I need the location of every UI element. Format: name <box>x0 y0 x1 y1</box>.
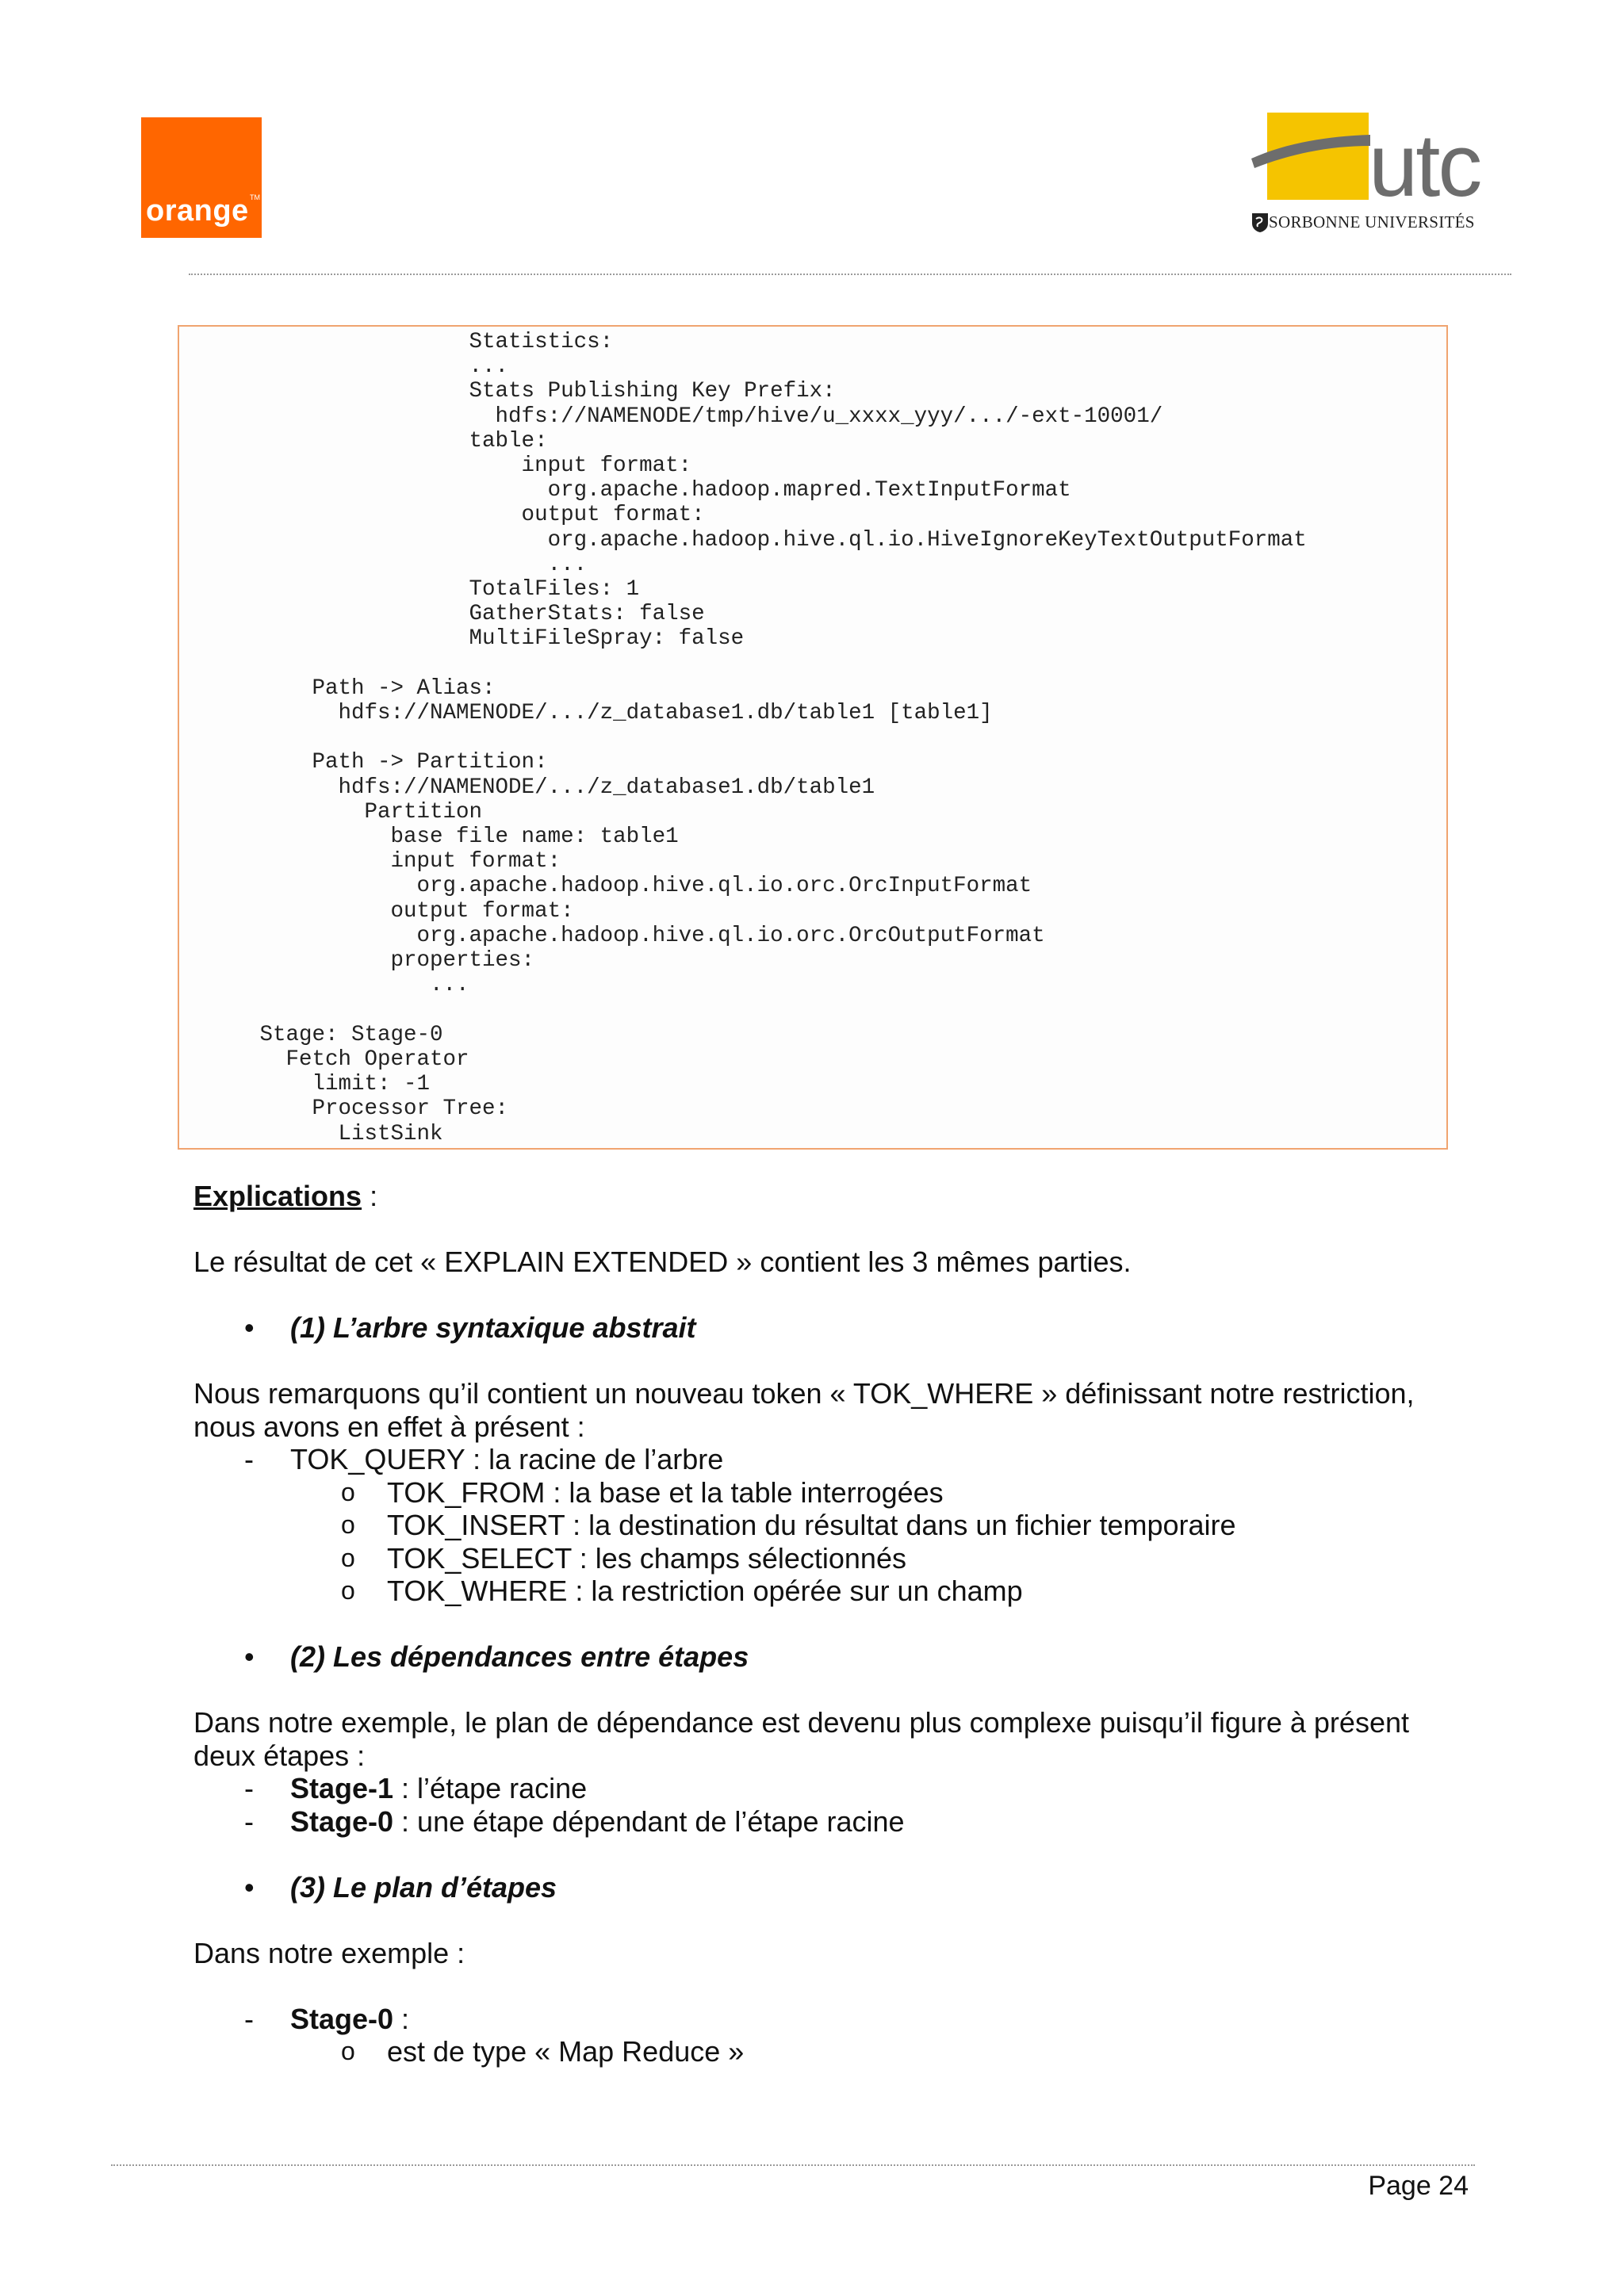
code-line: Processor Tree: <box>312 1096 509 1122</box>
code-line: input format: <box>521 453 692 479</box>
header-divider <box>189 274 1511 275</box>
section1-paragraph: Nous remarquons qu’il contient un nouveau token « TOK_WHERE » définissant notre restriction, nous avons en effet à présent : <box>193 1377 1415 1443</box>
utc-logo <box>1251 109 1513 244</box>
bullet-icon: • <box>244 1640 255 1673</box>
list-item <box>193 1509 1431 1542</box>
code-line: output format: <box>521 503 705 528</box>
code-line: org.apache.hadoop.mapred.TextInputFormat <box>547 478 1071 503</box>
code-line: Statistics: <box>469 330 614 354</box>
tok-select-item: TOK_SELECT : les champs sélectionnés <box>387 1541 906 1575</box>
code-line: org.apache.hadoop.hive.ql.io.orc.OrcOutputFormat <box>416 923 1045 948</box>
stage0-text: : une étape dépendant de l’étape racine <box>393 1804 905 1838</box>
code-listing <box>220 330 1307 1146</box>
map-reduce-item: est de type « Map Reduce » <box>387 2035 745 2068</box>
code-line: hdfs://NAMENODE/.../z_database1.db/table1 [table1] <box>338 701 993 726</box>
bullet-icon: • <box>244 1870 255 1904</box>
dash-marker: - <box>244 1772 254 1804</box>
tok-where-item: TOK_WHERE : la restriction opérée sur un champ <box>387 1575 1023 1607</box>
sorbonne-shield-icon <box>1251 212 1269 233</box>
circle-marker: o <box>341 1510 355 1539</box>
code-line: input format: <box>390 849 561 874</box>
section1-title: (1) L’arbre syntaxique abstrait <box>290 1311 696 1344</box>
circle-marker: o <box>341 1543 355 1572</box>
code-line: limit: -1 <box>312 1072 431 1097</box>
bullet-icon: • <box>244 1311 255 1344</box>
section3-heading <box>193 1871 1431 1904</box>
code-line: ListSink <box>338 1121 443 1146</box>
list-item <box>193 1575 1431 1608</box>
explications-title: Explications <box>193 1180 362 1212</box>
intro-paragraph: Le résultat de cet « EXPLAIN EXTENDED » contient les 3 mêmes parties. <box>193 1246 1132 1278</box>
code-line: hdfs://NAMENODE/.../z_database1.db/table1 <box>338 775 875 800</box>
stage1-text: : l’étape racine <box>393 1772 588 1804</box>
list-item <box>193 1805 1431 1839</box>
list-item <box>193 2003 1431 2036</box>
tok-query-item: TOK_QUERY : la racine de l’arbre <box>290 1443 724 1475</box>
tok-insert-item: TOK_INSERT : la destination du résultat dans un fichier temporaire <box>387 1509 1236 1541</box>
code-line: ... <box>469 354 509 380</box>
section3-paragraph: Dans notre exemple : <box>193 1936 465 1969</box>
page-number: Page 24 <box>1368 2171 1469 2201</box>
code-line: output format: <box>390 898 574 924</box>
dash-marker: - <box>244 1804 254 1838</box>
code-line: GatherStats: false <box>469 602 705 627</box>
code-line: Stats Publishing Key Prefix: <box>469 379 836 404</box>
dash-marker: - <box>244 1443 254 1475</box>
orange-logo-tm: TM <box>250 193 260 201</box>
code-block <box>178 325 1448 1150</box>
code-line: MultiFileSpray: false <box>469 626 745 652</box>
section1-heading <box>193 1311 1431 1345</box>
section3-title: (3) Le plan d’étapes <box>290 1870 557 1904</box>
utc-logo-text: utc <box>1369 116 1480 215</box>
section2-paragraph: Dans notre exemple, le plan de dépendance est devenu plus complexe puisqu’il figure à présent deux étapes : <box>193 1706 1409 1772</box>
stage1-label: Stage-1 <box>290 1772 394 1804</box>
footer-divider <box>111 2164 1475 2166</box>
code-line: Partition <box>364 799 483 825</box>
explications-colon: : <box>362 1180 378 1212</box>
circle-marker: o <box>341 1477 355 1506</box>
code-line: Path -> Partition: <box>312 750 548 775</box>
code-line: table: <box>469 428 548 453</box>
section2-title: (2) Les dépendances entre étapes <box>290 1640 749 1673</box>
code-line: properties: <box>390 948 535 974</box>
circle-marker: o <box>341 1576 355 1605</box>
circle-marker: o <box>341 2037 355 2065</box>
utc-subtitle: SORBONNE UNIVERSITÉS <box>1269 212 1475 232</box>
code-line: org.apache.hadoop.hive.ql.io.orc.OrcInputFormat <box>416 874 1032 899</box>
explanations-section <box>193 1180 1431 2068</box>
section2-heading <box>193 1640 1431 1674</box>
explications-heading <box>193 1180 1431 1213</box>
code-line: base file name: table1 <box>390 825 679 850</box>
stage0-plan-label: Stage-0 <box>290 2002 394 2035</box>
list-item <box>193 1542 1431 1575</box>
list-item <box>193 1772 1431 1805</box>
tok-from-item: TOK_FROM : la base et la table interrogées <box>387 1475 944 1509</box>
list-item <box>193 1476 1431 1510</box>
code-line: Stage: Stage-0 <box>259 1022 443 1047</box>
code-line: hdfs://NAMENODE/tmp/hive/u_xxxx_yyy/.../-ext-10001/ <box>495 404 1163 429</box>
list-item <box>193 2035 1431 2068</box>
code-line: TotalFiles: 1 <box>469 577 640 603</box>
code-line: Fetch Operator <box>285 1047 469 1072</box>
code-line: Path -> Alias: <box>312 675 496 701</box>
orange-logo <box>141 117 262 238</box>
dash-marker: - <box>244 2002 254 2035</box>
code-line: ... <box>430 973 469 998</box>
list-item <box>193 1443 1431 1476</box>
orange-logo-text: orange <box>146 194 249 228</box>
utc-swoosh-icon <box>1251 109 1378 205</box>
code-line: org.apache.hadoop.hive.ql.io.HiveIgnoreKeyTextOutputFormat <box>547 527 1307 553</box>
stage0-label: Stage-0 <box>290 1804 394 1838</box>
stage0-plan-colon: : <box>393 2002 410 2035</box>
code-line: ... <box>547 552 588 577</box>
